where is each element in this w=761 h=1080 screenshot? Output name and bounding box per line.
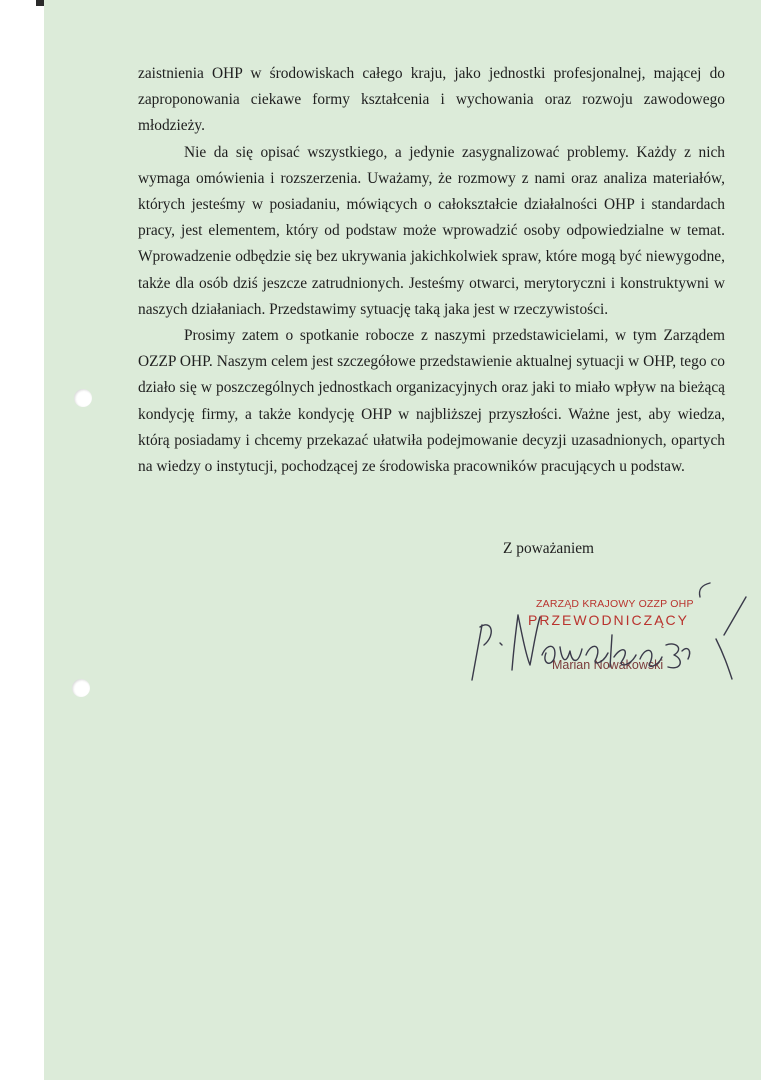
stamp-organization: ZARZĄD KRAJOWY OZZP OHP bbox=[536, 598, 694, 610]
stamp-title: PRZEWODNICZĄCY bbox=[528, 612, 689, 628]
closing-salutation: Z poważaniem bbox=[503, 540, 595, 557]
punch-hole-bottom bbox=[72, 679, 90, 697]
punch-hole-top bbox=[74, 389, 92, 407]
handwritten-signature bbox=[462, 575, 761, 695]
letter-body bbox=[138, 61, 725, 480]
stamp-name: Marian Nowakowski bbox=[552, 658, 664, 672]
paragraph-continuation: zaistnienia OHP w środowiskach całego kraju, jako jednostki profesjonalnej, mającej do zaproponowania ciekawe formy kształcenia i wychowania oraz rozwoju zawodowego młodzieży. bbox=[138, 65, 725, 135]
paragraph-meeting-request: Prosimy zatem o spotkanie robocze z naszymi przedstawicielami, w tym Zarządem OZZP OHP. Naszym celem jest szczegółowe przedstawienie aktualnej sytuacji w OHP, tego co działo się w poszczególnych jednostkach organizacyjnych oraz jaki to miało wpływ na bieżącą kondycję firmy, a także kondycję OHP w najbliższej przyszłości. Ważne jest, aby wiedza, którą posiadamy i chcemy przekazać ułatwiła podejmowanie decyzji uzasadnionych, opartych na wiedzy o instytucji, pochodzącej ze środowiska pracowników pracujących u podstaw. bbox=[138, 327, 725, 476]
scan-margin bbox=[0, 0, 44, 1080]
paragraph-problems: Nie da się opisać wszystkiego, a jedynie zasygnalizować problemy. Każdy z nich wymaga omówienia i rozszerzenia. Uważamy, że rozmowy z nami oraz analiza materiałów, których jesteśmy w posiadaniu, mówiących o całokształcie działalności OHP i standardach pracy, jest elementem, który od podstaw może wprowadzić osoby odpowiedzialne w temat. Wprowadzenie odbędzie się bez ukrywania jakichkolwiek spraw, które mogą być niewygodne, także dla osób dziś jeszcze zatrudnionych. Jesteśmy otwarci, merytoryczni i konstruktywni w naszych działaniach. Przedstawimy sytuację taką jaka jest w rzeczywistości. bbox=[138, 143, 725, 318]
